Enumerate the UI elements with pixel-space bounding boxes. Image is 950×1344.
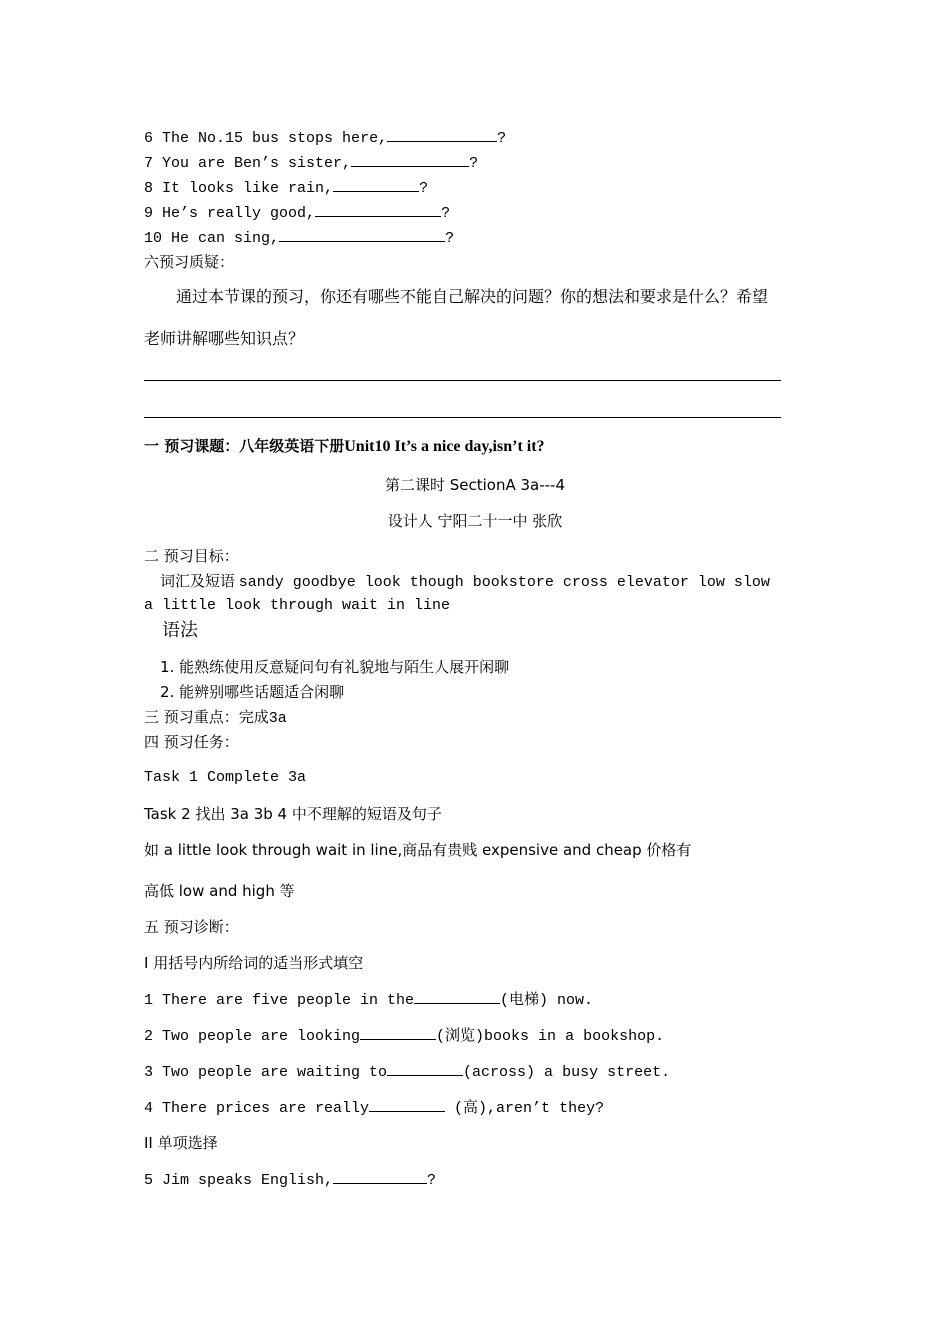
focus-line: 三 预习重点：完成3a — [144, 708, 287, 727]
question-6: 6 The No.15 bus stops here, ? — [144, 127, 506, 149]
answer-blank[interactable] — [360, 1025, 436, 1040]
answer-line[interactable] — [144, 417, 781, 418]
answer-blank[interactable] — [279, 227, 445, 242]
answer-blank[interactable] — [414, 989, 500, 1004]
example-line1: 如 a little look through wait in line,商品有贵贱 expensive and cheap 价格有 — [144, 841, 692, 859]
tasks-title: 四 预习任务： — [144, 733, 239, 751]
grammar-item-2: 2. 能辨别哪些话题适合闲聊 — [160, 683, 345, 701]
vocab-line1: 词汇及短语 sandy goodbye look though bookstore cross elevator low slow — [160, 572, 770, 591]
answer-blank[interactable] — [369, 1097, 445, 1112]
grammar-item-1: 1. 能熟练使用反意疑问句有礼貌地与陌生人展开闲聊 — [160, 658, 510, 676]
choice-item-5: 5 Jim speaks English, ? — [144, 1169, 436, 1191]
question-10: 10 He can sing, ? — [144, 227, 454, 249]
fill-item-1: 1 There are five people in the (电梯) now. — [144, 989, 593, 1011]
question-7: 7 You are Ben’s sister, ? — [144, 152, 478, 174]
fill-item-3: 3 Two people are waiting to (across) a busy street. — [144, 1061, 670, 1083]
task-2: Task 2 找出 3a 3b 4 中不理解的短语及句子 — [144, 805, 442, 823]
answer-blank[interactable] — [315, 202, 441, 217]
grammar-label: 语法 — [162, 620, 198, 641]
lesson-period: 第二课时 SectionA 3a---4 — [384, 476, 566, 494]
answer-line[interactable] — [144, 380, 781, 381]
section6-paragraph-line2: 老师讲解哪些知识点？ — [144, 329, 305, 348]
fill-item-4: 4 There prices are really (高),aren’t they? — [144, 1097, 604, 1119]
task-1: Task 1 Complete 3a — [144, 769, 307, 786]
answer-blank[interactable] — [333, 177, 419, 192]
answer-blank[interactable] — [351, 152, 469, 167]
answer-blank[interactable] — [387, 1061, 463, 1076]
fill-item-2: 2 Two people are looking (浏览)books in a bookshop. — [144, 1025, 664, 1047]
section6-title: 六预习质疑： — [144, 253, 235, 271]
question-8: 8 It looks like rain, ? — [144, 177, 428, 199]
goals-title: 二 预习目标： — [144, 547, 239, 565]
lesson-designer: 设计人 宁阳二十一中 张欣 — [387, 512, 563, 530]
answer-blank[interactable] — [387, 127, 497, 142]
diagnosis-title: 五 预习诊断： — [144, 918, 239, 936]
section6-paragraph-line1: 通过本节课的预习，你还有哪些不能自己解决的问题？你的想法和要求是什么？希望 — [176, 287, 769, 306]
vocab-line2: a little look through wait in line — [144, 597, 451, 614]
lesson-title: 一 预习课题：八年级英语下册Unit10 It’s a nice day,isn’t it? — [144, 437, 545, 455]
example-line2: 高低 low and high 等 — [144, 882, 295, 900]
question-9: 9 He’s really good, ? — [144, 202, 450, 224]
part1-title: I 用括号内所给词的适当形式填空 — [144, 954, 364, 972]
answer-blank[interactable] — [333, 1169, 427, 1184]
part2-title: II 单项选择 — [144, 1134, 218, 1152]
